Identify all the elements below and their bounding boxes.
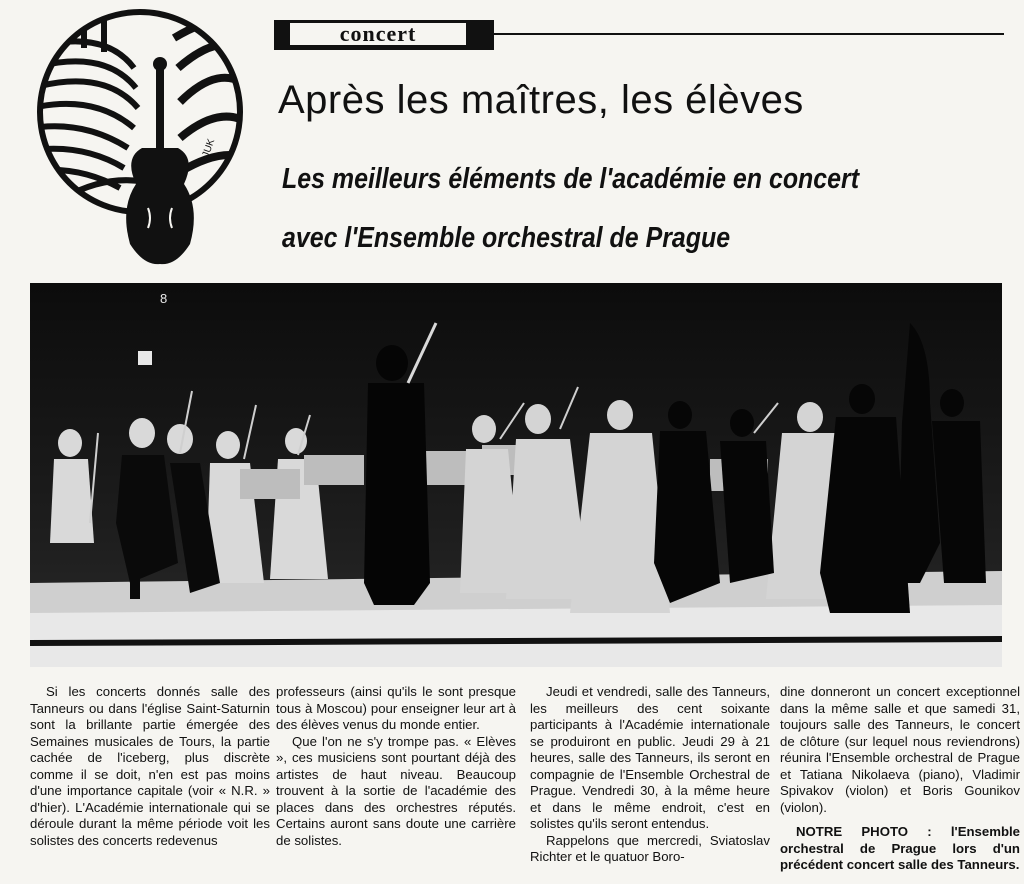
article-column-3 xyxy=(530,684,770,866)
paragraph: Si les concerts donnés salle des Tanneurs ou dans l'église Saint-Saturnin sont la brillante partie émergée des Semaines musicales de Tours, la partie cachée de l'iceberg, plus discrète comme il se doit, n'en est pas moins d'une importance capitale (voir « N.R. » d'hier). L'Académie internationale qui se déroule durant la même période voit les solistes des concerts redevenus xyxy=(30,684,270,848)
subheadline: Les meilleurs éléments de l'académie en concert avec l'Ensemble orchestral de Prague xyxy=(282,163,860,254)
section-label-box xyxy=(274,20,494,50)
concert-logo xyxy=(24,8,256,270)
stage-marker: 8 xyxy=(160,291,168,306)
article-column-2 xyxy=(276,684,516,849)
article-column-1 xyxy=(30,684,270,849)
headline: Après les maîtres, les élèves xyxy=(278,78,804,122)
paragraph: professeurs (ainsi qu'ils le sont presque tous à Moscou) pour enseigner leur art à des élèves venus du monde entier. xyxy=(276,684,516,732)
logo-signature: JUK xyxy=(200,137,218,160)
paragraph: dine donneront un concert exceptionnel dans la même salle et que samedi 31, toujours salle des Tanneurs, le concert de clôture (sur lequel nous reviendrons) réunira l'Ensemble orchestral de Prague et Tatiana Nikolaeva (piano), Vladimir Spivakov (violon) et Boris Gounikov (violon). xyxy=(780,684,1020,815)
article-column-4 xyxy=(780,684,1020,874)
photo-caption: NOTRE PHOTO : l'Ensemble orchestral de Prague lors d'un précédent concert salle des Tanneurs. xyxy=(780,824,1020,872)
paragraph: Jeudi et vendredi, salle des Tanneurs, les meilleurs des cent soixante participants à l'Académie internationale se produiront en public. Jeudi 29 à 21 heures, salle des Tanneurs, ils seront en compagnie de l'Ensemble Orchestral de Prague. Vendredi 30, à la même heure et dans le même endroit, c'est en solistes qu'ils seront entendus. xyxy=(530,684,770,831)
article-body xyxy=(30,684,1020,882)
paragraph: Rappelons que mercredi, Sviatoslav Richter et le quatuor Boro- xyxy=(530,832,770,864)
orchestra-photo xyxy=(30,283,1002,667)
header-rule xyxy=(494,33,1004,35)
paragraph: Que l'on ne s'y trompe pas. « Elèves », ces musiciens sont pourtant déjà des artistes de haut niveau. Beaucoup trouvent à la sortie de l'académie des places dans des orchestres réputés. Certains auront sans doute une carrière de solistes. xyxy=(276,733,516,848)
section-label: concert xyxy=(339,21,417,46)
